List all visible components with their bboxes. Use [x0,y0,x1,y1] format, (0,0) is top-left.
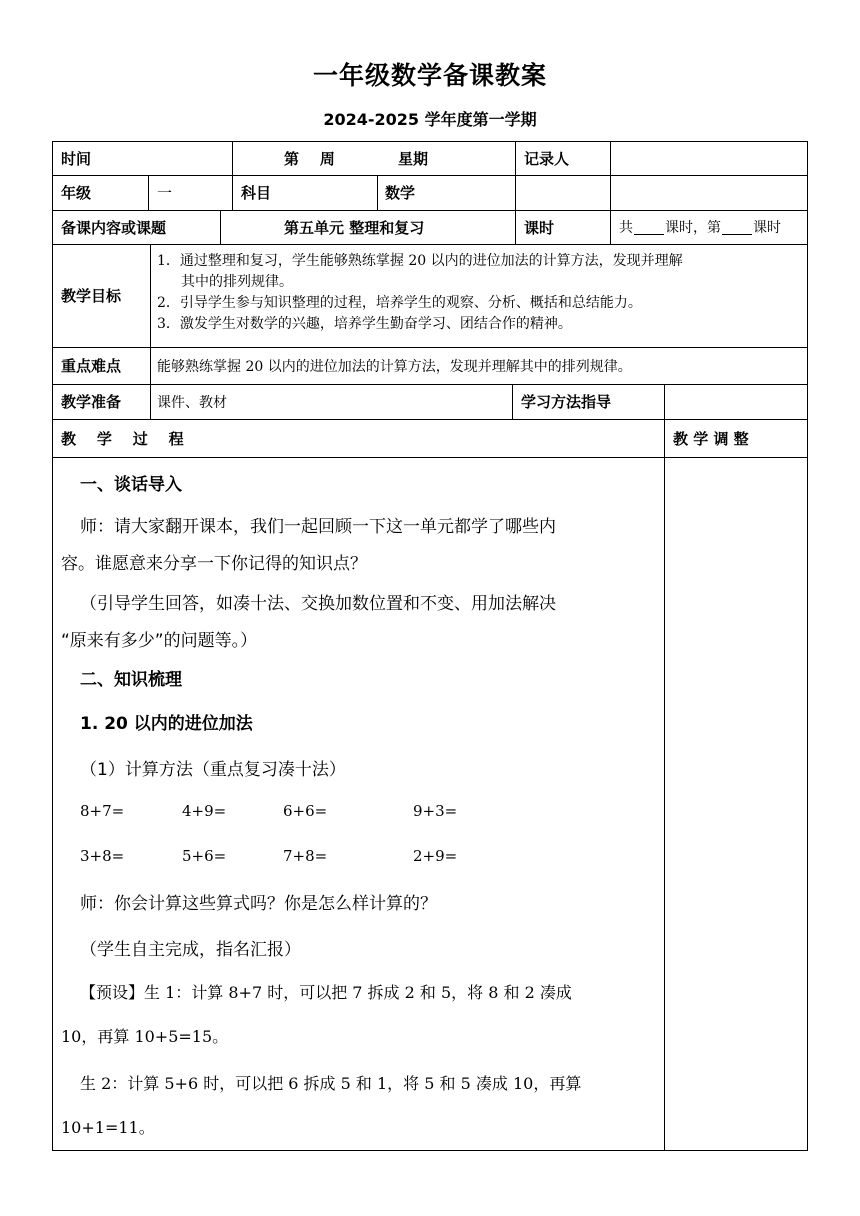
paragraph-line: 10，再算 10+5=15。 [61,1027,229,1046]
row-divider [52,457,808,458]
paragraph-line: 生 2：计算 5+6 时，可以把 6 拆成 5 和 1，将 5 和 5 凑成 10，再算 [80,1074,582,1093]
col-divider [664,384,665,1151]
goals-label: 教学目标 [61,287,122,305]
equation: 3+8= [80,847,125,865]
paragraph-line: 师：请大家翻开课本，我们一起回顾一下这一单元都学了哪些内 [80,517,556,537]
row-divider [52,244,808,245]
equation: 4+9= [182,802,227,820]
subject-value: 数学 [385,184,416,202]
key-value: 能够熟练掌握 20 以内的进位加法的计算方法，发现并理解其中的排列规律。 [157,358,632,375]
col-divider [377,175,378,210]
col-divider [220,210,221,244]
period-current-blank[interactable] [722,220,752,235]
period-suffix: 课时 [753,220,781,236]
col-divider [232,141,233,210]
paragraph-line: 师：你会计算这些算式吗？你是怎么样计算的？ [80,894,437,914]
equation: 8+7= [80,802,125,820]
period-label: 课时 [524,218,555,237]
paragraph-line: 10+1=11。 [61,1118,155,1137]
equation: 6+6= [283,802,328,820]
process-label: 教 学 过 程 [61,429,184,448]
paragraph-line: 容。谁愿意来分享一下你记得的知识点？ [61,554,367,574]
goal-item: 1．通过整理和复习，学生能够熟练掌握 20 以内的进位加法的计算方法，发现并理解 [157,253,683,269]
goals-list [157,251,807,335]
goal-item: 其中的排列规律。 [181,274,293,290]
subject-label: 科目 [241,184,272,202]
goal-item: 2．引导学生参与知识整理的过程，培养学生的观察、分析、概括和总结能力。 [157,295,642,311]
prep-label: 教学准备 [61,393,122,411]
period-middle: 课时，第 [665,220,721,236]
grade-value: 一 [157,184,173,202]
adjust-label: 教 学 调 整 [673,429,749,448]
period-total-blank[interactable] [634,220,664,235]
recorder-label: 记录人 [524,149,570,168]
section-title: 一、谈话导入 [80,475,182,495]
subsection-title: 1. 20 以内的进位加法 [80,714,253,734]
document-title: 一年级数学备课教案 [312,61,547,90]
equation: 9+3= [413,802,458,820]
goal-item: 3．激发学生对数学的兴趣，培养学生勤奋学习、团结合作的精神。 [157,316,572,332]
period-prefix: 共 [619,220,633,236]
paragraph-line: “原来有多少”的问题等。） [61,631,258,651]
document-subtitle: 2024-2025 学年度第一学期 [323,110,537,129]
col-divider [515,141,516,244]
col-divider [150,244,151,419]
period-value [619,210,781,244]
section-title: 二、知识梳理 [80,670,182,690]
paragraph-line: 【预设】生 1：计算 8+7 时，可以把 7 拆成 2 和 5，将 8 和 2 凑成 [80,983,572,1002]
weekday-label: 星期 [398,149,429,168]
method-label: 学习方法指导 [521,393,612,411]
grade-label: 年级 [61,184,92,202]
equation: 7+8= [283,847,328,865]
col-divider [610,141,611,244]
content-value: 第五单元 整理和复习 [284,218,425,237]
equation: 5+6= [182,847,227,865]
time-label: 时间 [61,149,92,168]
paragraph-line: （学生自主完成，指名汇报） [80,940,301,960]
col-divider [512,384,513,419]
subsection-item: （1）计算方法（重点复习凑十法） [80,760,346,780]
equation: 2+9= [413,847,458,865]
paragraph-line: （引导学生回答，如凑十法、交换加数位置和不变、用加法解决 [80,594,556,614]
content-label: 备课内容或课题 [61,218,167,237]
week-label: 第 周 [284,149,335,168]
prep-value: 课件、教材 [157,394,227,411]
key-label: 重点难点 [61,357,122,375]
col-divider [148,175,149,210]
